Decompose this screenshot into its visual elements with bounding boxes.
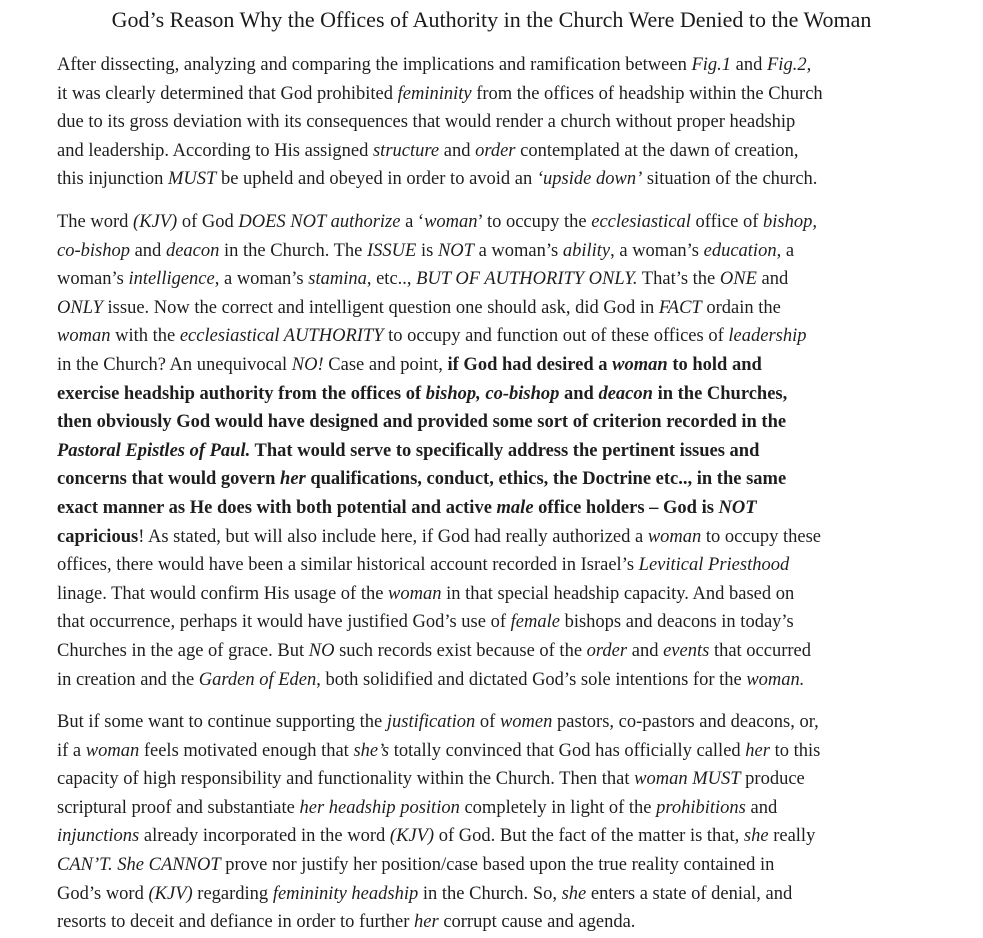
text-run: and leadership. According to His assigned [57,140,373,161]
text-run: woman [647,526,702,547]
text-run: corrupt cause and agenda. [438,912,636,933]
text-run: , a [776,240,795,261]
text-run: (KJV) [148,883,193,904]
text-run: Churches in the age of grace. But [57,640,309,661]
text-run: produce [740,769,805,790]
text-run: in the Churches, [652,383,788,404]
text-run: order [475,140,516,161]
text-run: That would serve to specifically address the pertinent issues and [250,440,760,461]
text-run: offices, there would have been a similar historical account recorded in Israel’s [57,555,639,576]
text-line [57,580,957,609]
text-run: ’ to occupy the [477,212,592,232]
text-run: , a woman’s [214,269,309,290]
text-run: ! As stated, but will also include here, if God had really authorized a [138,526,648,547]
paragraph-3 [57,708,957,937]
text-run: femininity headship [272,883,419,904]
text-run: intelligence [128,269,215,290]
text-run: bishops and deacons in today’s [559,612,794,633]
text-run: her [745,740,770,761]
text-run: co-bishop [57,240,130,261]
text-run: ecclesiastical AUTHORITY [179,326,384,347]
text-run: events [663,640,710,661]
text-run: MUST [168,169,217,190]
text-run: , a woman’s [610,240,704,261]
text-run: ability [562,240,611,261]
text-run: and [745,797,778,818]
text-run: (KJV) [389,826,435,847]
text-run: ecclesiastical [591,212,691,232]
text-run: really [768,826,816,847]
text-run: be upheld and obeyed in order to avoid an [216,169,537,190]
text-run: femininity [397,83,472,104]
text-run: already incorporated in the word [139,826,390,847]
text-run: that occurrence, perhaps it would have justified God’s use of [57,612,511,633]
text-run: capricious [57,526,139,547]
text-run: then obviously God would have designed and provided some sort of criterion recorded in the [57,412,787,433]
text-run: issue. Now the correct and intelligent question one should ask, did God in [102,297,659,318]
text-run: linage. That would confirm His usage of the [57,583,389,604]
text-run: due to its gross deviation with its consequences that would render a church without proper headship [57,112,796,133]
text-line [57,637,957,666]
text-run: such records exist because of the [334,640,587,661]
text-run: woman’s [57,269,129,290]
paragraph-2 [57,208,957,694]
text-run: ISSUE [367,240,417,261]
text-run: exercise headship authority from the offices of [57,383,426,404]
text-run: to occupy these [701,526,821,547]
text-run: female [510,612,560,633]
text-run: in the Church. The [219,240,368,261]
text-run: , [806,55,812,75]
text-line [57,322,957,351]
text-run: resorts to deceit and defiance in order to further [57,912,415,933]
text-run: ONLY [57,297,103,318]
text-run: concerns that would govern [57,469,281,490]
text-run: God’s word [57,883,149,904]
text-run: ‘upside down’ [536,169,643,190]
text-run: with the [110,326,180,347]
text-run: enters a state of denial, and [586,883,793,904]
text-run: injunctions [57,826,140,847]
text-line [57,380,957,409]
text-run: DOES NOT authorize [238,212,401,232]
text-run: if a [57,740,86,761]
text-run: her [280,469,306,490]
text-run: ordain the [701,297,781,318]
text-run: totally convinced that God has officially called [389,740,746,761]
text-run: of [475,712,500,732]
text-run: to occupy and function out of these offices of [383,326,729,347]
text-run: her [414,912,439,933]
text-line [57,851,957,880]
text-run: of God [177,212,239,232]
paragraph-1 [57,51,957,194]
text-run: stamina [308,269,367,290]
text-run: in the Church? An unequivocal [57,354,292,375]
text-run: The word [57,212,134,232]
text-run: completely in light of the [459,797,657,818]
text-line [57,351,957,380]
text-line [57,608,957,637]
text-run: leadership [728,326,807,347]
page-title: God’s Reason Why the Offices of Authority in the Church Were Denied to the Woman [111,7,872,32]
text-run: a ‘ [400,212,425,232]
text-run: and [129,240,166,261]
text-line [57,794,957,823]
text-run: women [499,712,553,732]
text-run: prohibitions [656,797,746,818]
text-run: Levitical Priesthood [638,555,790,576]
text-run: to this [769,740,821,761]
text-run: bishop, co-bishop [425,383,560,404]
text-run: situation of the church. [642,169,818,190]
text-run: feels motivated enough that [139,740,354,761]
text-line [57,51,957,80]
text-run: woman [424,212,478,232]
text-run: office holders – God is [533,497,719,518]
text-line [57,737,957,766]
text-run: (KJV) [133,212,178,232]
text-line [57,908,957,937]
text-run: and [439,140,476,161]
text-run: Fig.2 [767,55,807,75]
text-run: from the offices of headship within the Church [471,83,823,104]
text-line [57,108,957,137]
text-line [57,666,957,695]
text-run: woman. [746,669,805,690]
text-line [57,408,957,437]
text-run: she’s [353,740,390,761]
text-run: , etc.., [366,269,417,290]
text-run: her headship position [299,797,460,818]
text-run: male [496,497,534,518]
text-run: in that special headship capacity. And based on [441,583,795,604]
text-run: NO [308,640,335,661]
text-run: Case and point, [323,354,448,375]
text-run: woman [612,354,668,375]
text-run: , both solidified and dictated God’s sole intentions for the [316,669,747,690]
text-line [57,265,957,294]
text-run: she [743,826,769,847]
text-run: deacon [598,383,653,404]
text-run: BUT OF AUTHORITY ONLY. [416,269,638,290]
text-run: office of [690,212,763,232]
text-run: regarding [192,883,273,904]
text-run: Pastoral Epistles of Paul. [57,440,251,461]
text-run: of God. But the fact of the matter is that, [434,826,744,847]
text-line [57,523,957,552]
text-line [57,208,957,237]
text-line [57,80,957,109]
text-run: this injunction [57,169,168,190]
text-run: to hold and [667,354,762,375]
text-run: woman MUST [634,769,741,790]
text-line [57,465,957,494]
text-run: bishop, [763,212,817,232]
text-run: education [703,240,777,261]
text-line [57,708,957,737]
text-run: prove nor justify her position/case based upon the true reality contained in [220,854,775,875]
text-run: deacon [165,240,220,261]
text-run: it was clearly determined that God prohibited [57,83,398,104]
text-run: NOT [718,497,757,518]
text-line [57,822,957,851]
text-run: That’s the [637,269,720,290]
text-line [57,765,957,794]
text-run: woman [388,583,442,604]
text-run: qualifications, conduct, ethics, the Doctrine etc.., in the same [305,469,787,490]
text-run: ONE [719,269,757,290]
text-run: and [627,640,664,661]
text-run: order [586,640,628,661]
text-run: contemplated at the dawn of creation, [515,140,799,161]
text-run: if God had desired a [447,354,613,375]
text-line [57,294,957,323]
text-run: CAN’T. She CANNOT [57,854,221,875]
text-run: and [731,55,767,75]
text-run: and [756,269,789,290]
text-run: capacity of high responsibility and functionality within the Church. Then that [57,769,635,790]
text-run: woman [85,740,140,761]
text-line [57,137,957,166]
text-run: woman [57,326,111,347]
text-run: NOT [437,240,474,261]
text-run: that occurred [709,640,812,661]
text-line [57,494,957,523]
text-run: scriptural proof and substantiate [57,797,300,818]
text-run: exact manner as He does with both potential and active [57,497,497,518]
text-line [57,880,957,909]
text-run: is [416,240,438,261]
text-run: in creation and the [57,669,199,690]
text-run: Garden of Eden [198,669,317,690]
text-run: and [559,383,599,404]
text-line [57,165,957,194]
text-run: in the Church. So, [418,883,562,904]
text-run: But if some want to continue supporting the [57,712,387,732]
text-run: pastors, co-pastors and deacons, or, [552,712,819,732]
text-run: a woman’s [473,240,563,261]
text-run: she [561,883,587,904]
text-line [57,437,957,466]
text-run: structure [372,140,440,161]
text-run: justification [386,712,476,732]
text-line [57,551,957,580]
text-run: NO! [291,354,324,375]
text-run: After dissecting, analyzing and comparing the implications and ramification between [57,55,692,75]
text-run: FACT [658,297,702,318]
text-run: Fig.1 [691,55,732,75]
text-line [57,237,957,266]
